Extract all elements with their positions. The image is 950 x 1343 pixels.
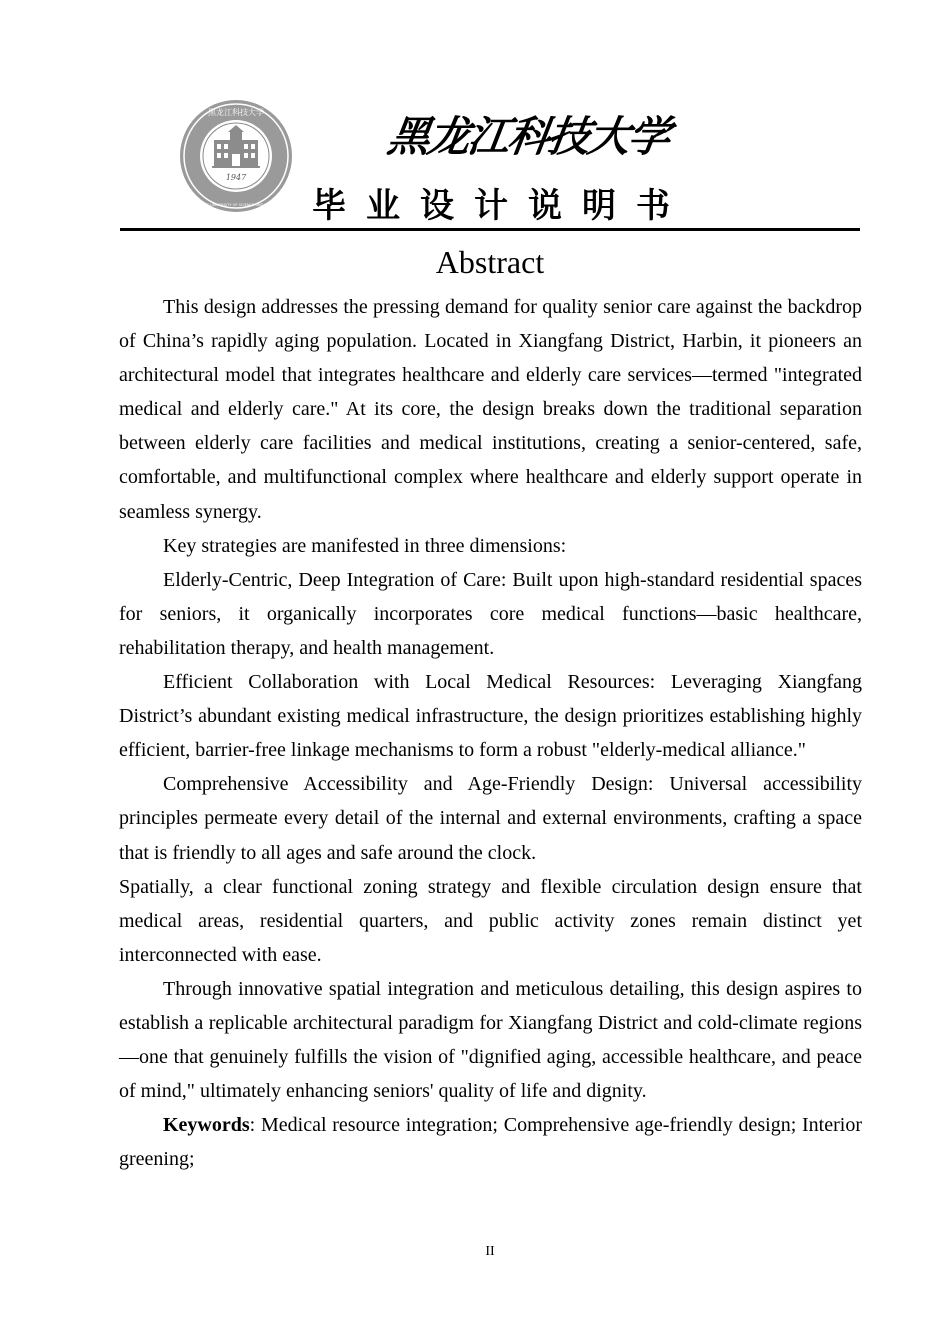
abstract-paragraph: Elderly-Centric, Deep Integration of Care: Built upon high-standard residential spaces for seniors, it organically incorporates core medical functions—basic healthcare, rehabilitation therapy, and health management. [119, 568, 862, 659]
seal-year: 1947 [225, 173, 247, 182]
abstract-paragraph: Key strategies are manifested in three dimensions: [163, 534, 567, 557]
keywords-label: Keywords [163, 1114, 250, 1137]
seal-english-text: HEILONGJIANG UNIVERSITY OF SCIENCE AND TECHNOLOGY [182, 203, 290, 207]
seal-chinese-text: 黑龙江科技大学 [208, 108, 264, 117]
abstract-paragraph: This design addresses the pressing demand for quality senior care against the backdrop of China’s rapidly aging population. Located in Xiangfang District, Harbin, it pioneers an architectural model that integrates healthcare and elderly care services—termed "integrated medical and elderly care." At its core, the design breaks down the traditional separation between elderly care facilities and medical institutions, creating a senior-centered, safe, comfortable, and multifunctional complex where healthcare and elderly support operate in seamless synergy. [119, 296, 862, 523]
page-number: II [485, 1244, 495, 1259]
abstract-body [119, 290, 862, 1176]
abstract-paragraph: Comprehensive Accessibility and Age-Friendly Design: Universal accessibility principles permeate every detail of the internal and external environments, crafting a space that is friendly to all ages and safe around the clock. [119, 773, 862, 864]
abstract-paragraph: Through innovative spatial integration and meticulous detailing, this design aspires to establish a replicable architectural paradigm for Xiangfang District and cold-climate regions—one that genuinely fulfills the vision of "dignified aging, accessible healthcare, and peace of mind," ultimately enhancing seniors' quality of life and dignity. [119, 977, 862, 1103]
page-header [0, 0, 950, 240]
abstract-paragraph: Efficient Collaboration with Local Medical Resources: Leveraging Xiangfang District’s abundant existing medical infrastructure, the design prioritizes establishing highly efficient, barrier-free linkage mechanisms to form a robust "elderly-medical alliance." [119, 671, 862, 762]
abstract-paragraph: Spatially, a clear functional zoning strategy and flexible circulation design ensure that medical areas, residential quarters, and public activity zones remain distinct yet interconnected with ease. [119, 875, 862, 966]
header-divider [120, 228, 860, 231]
university-seal-icon [178, 98, 294, 214]
keywords-text: : Medical resource integration; Comprehensive age-friendly design; Interior greening; [119, 1114, 862, 1171]
abstract-title: Abstract [435, 244, 545, 280]
keywords-paragraph [119, 1108, 862, 1176]
document-type-heading: 毕业设计说明书 [312, 186, 690, 226]
university-name-logo: 黑龙江科技大学 [384, 112, 672, 161]
